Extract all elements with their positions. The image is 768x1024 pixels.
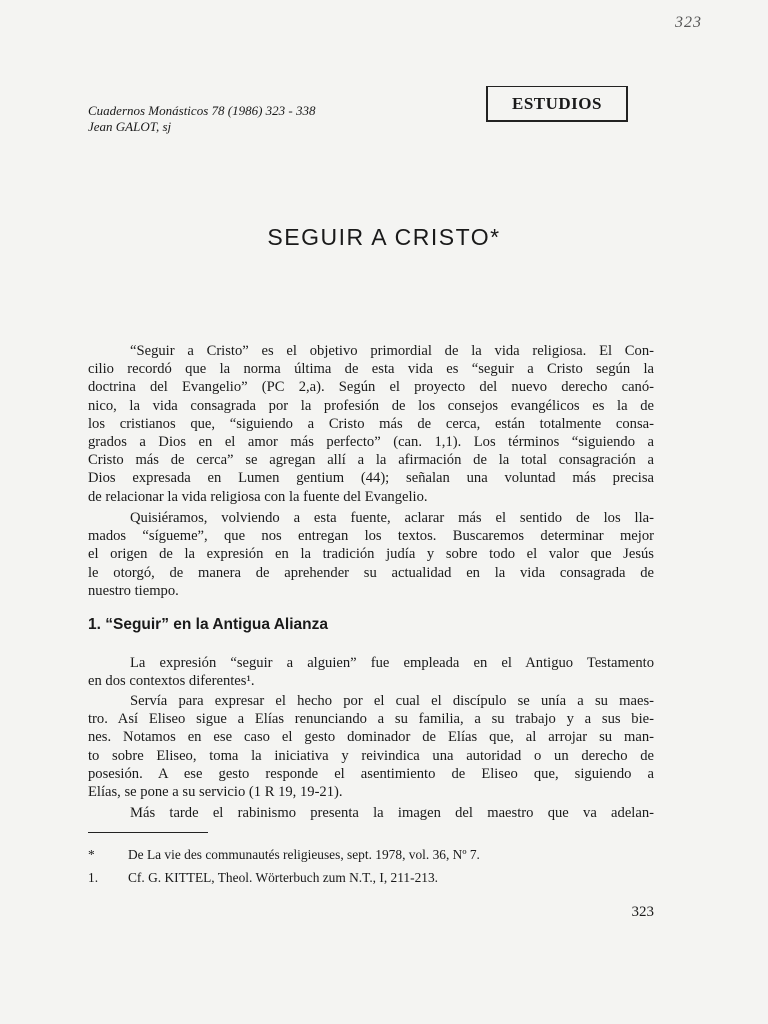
footnote-divider xyxy=(88,832,208,833)
handwritten-page-number: 323 xyxy=(675,14,702,31)
text-line: los cristianos que, “siguiendo a Cristo más de cerca, están totalmente consa- xyxy=(88,415,654,432)
footnote-text: De La vie des communautés religieuses, sept. 1978, vol. 36, Nº 7. xyxy=(128,847,480,862)
paragraph-purpose xyxy=(88,509,654,600)
text-line: mados “sígueme”, que nos entregan los textos. Buscaremos determinar mejor xyxy=(88,528,654,545)
text-line: en dos contextos diferentes¹. xyxy=(88,673,255,690)
paragraph-rabbinism xyxy=(88,804,654,822)
paragraph-expression xyxy=(88,654,654,690)
page-number: 323 xyxy=(631,904,654,920)
journal-reference xyxy=(88,103,316,135)
text-line: Servía para expresar el hecho por el cual el discípulo se unía a su maes- xyxy=(130,693,654,709)
footnote-star xyxy=(88,846,480,864)
text-line: le otorgó, de manera de aprehender su actualidad en la vida consagrada de xyxy=(88,564,654,581)
text-line: Quisiéramos, volviendo a esta fuente, aclarar más el sentido de los lla- xyxy=(130,510,654,526)
text-line: Elías, se pone a su servicio (1 R 19, 19-21). xyxy=(88,784,343,801)
text-line: “Seguir a Cristo” es el objetivo primordial de la vida religiosa. El Con- xyxy=(130,343,654,359)
section-label: ESTUDIOS xyxy=(512,93,602,113)
text-line: posesión. A ese gesto responde el asentimiento de Eliseo que, siguiendo a xyxy=(88,765,654,782)
text-line: La expresión “seguir a alguien” fue empleada en el Antiguo Testamento xyxy=(130,655,654,671)
journal-citation: Cuadernos Monásticos 78 (1986) 323 - 338 xyxy=(88,103,316,118)
text-line: el origen de la expresión en la tradición judía y sobre todo el valor que Jesús xyxy=(88,546,654,563)
footnote-marker: * xyxy=(88,847,95,862)
footnote-marker: 1. xyxy=(88,870,99,885)
text-line: doctrina del Evangelio” (PC 2,a). Según el proyecto del nuevo derecho canó- xyxy=(88,379,654,396)
article-title: SEGUIR A CRISTO* xyxy=(267,224,501,250)
text-line: nuestro tiempo. xyxy=(88,582,179,599)
text-line: cilio recordó que la norma última de esta vida es “seguir a Cristo según la xyxy=(88,361,654,378)
text-line: to sobre Eliseo, toma la iniciativa y reivindica una autoridad o un derecho de xyxy=(88,747,654,764)
paragraph-intro xyxy=(88,342,654,506)
text-line: nico, la vida consagrada por la profesión de los consejos evangélicos es la de xyxy=(88,397,654,414)
section-label-box xyxy=(486,86,628,122)
text-line: grados a Dios en el amor más perfecto” (can. 1,1). Los términos “siguiendo a xyxy=(88,434,654,451)
text-line: Más tarde el rabinismo presenta la imagen del maestro que va adelan- xyxy=(130,805,654,821)
text-line: tro. Así Eliseo sigue a Elías renunciando a su familia, a su trabajo y a sus bie- xyxy=(88,711,654,728)
section-heading: 1. “Seguir” en la Antigua Alianza xyxy=(88,616,329,633)
author-name: Jean GALOT, sj xyxy=(88,119,172,134)
footnote-text: Cf. G. KITTEL, Theol. Wörterbuch zum N.T., I, 211-213. xyxy=(128,870,439,885)
text-line: nes. Notamos en ese caso el gesto dominador de Elías que, al arrojar su man- xyxy=(88,729,654,746)
paragraph-disciple xyxy=(88,692,654,801)
footnote-1 xyxy=(88,869,438,887)
text-line: de relacionar la vida religiosa con la fuente del Evangelio. xyxy=(88,488,428,505)
text-line: Cristo más de cerca” se agregan allí a la afirmación de la total consagración a xyxy=(88,452,654,469)
text-line: Dios expresada en Lumen gentium (44); señalan una voluntad más precisa xyxy=(88,470,654,487)
